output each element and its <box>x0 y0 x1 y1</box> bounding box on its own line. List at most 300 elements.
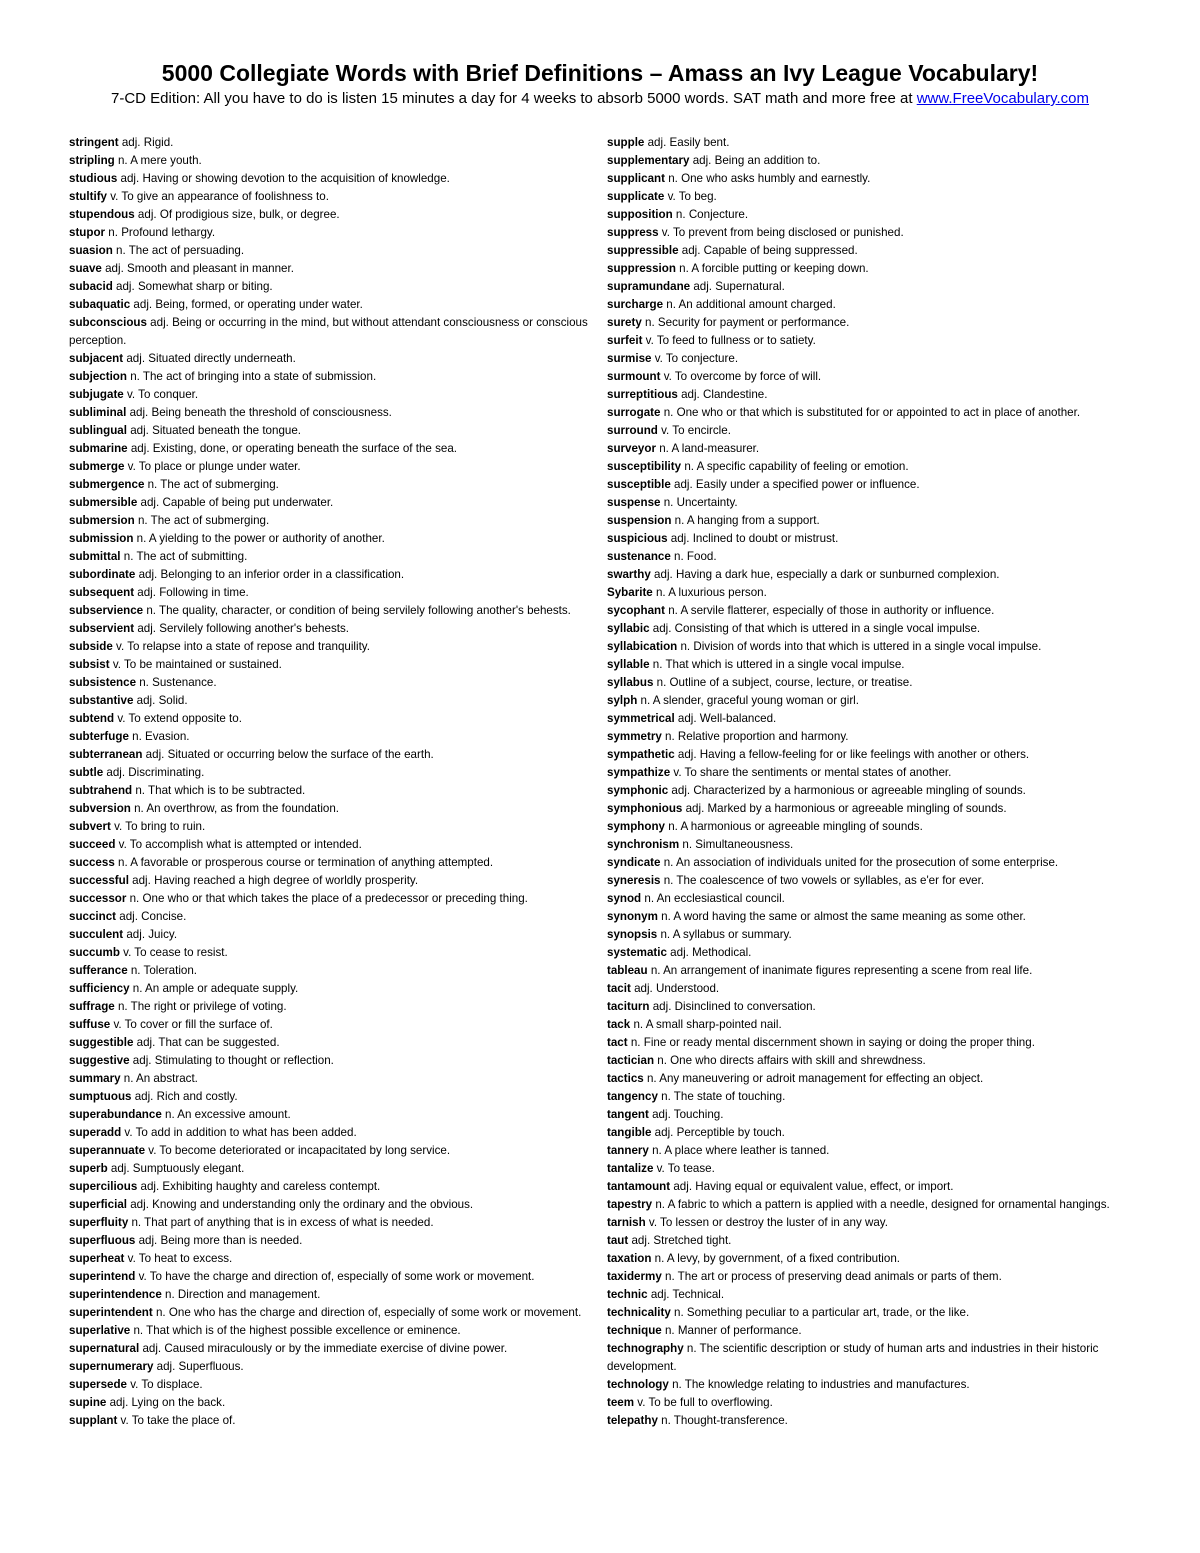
vocab-definition: n. That part of anything that is in excess of what is needed. <box>128 1216 434 1229</box>
vocab-entry <box>607 1232 1127 1250</box>
vocab-entry <box>607 764 1127 782</box>
vocab-entry <box>69 1052 594 1070</box>
vocab-definition: adj. Clandestine. <box>677 388 768 401</box>
vocab-definition: v. To accomplish what is attempted or intended. <box>115 838 362 851</box>
vocab-entry <box>607 422 1127 440</box>
vocab-definition: v. To displace. <box>127 1378 203 1391</box>
vocab-word: subsistence <box>69 676 137 689</box>
vocab-definition: n. One who or that which takes the place of a predecessor or preceding thing. <box>126 892 528 905</box>
vocab-word: superb <box>69 1162 108 1175</box>
vocab-word: surreptitious <box>607 388 678 401</box>
vocab-entry <box>69 278 594 296</box>
vocab-word: tangent <box>607 1108 649 1121</box>
vocab-definition: adj. Well-balanced. <box>674 712 777 725</box>
vocab-definition: adj. Touching. <box>648 1108 724 1121</box>
vocab-definition: v. To take the place of. <box>117 1414 236 1427</box>
vocab-definition: n. Any maneuvering or adroit management for effecting an object. <box>643 1072 984 1085</box>
vocab-definition: adj. Rigid. <box>118 136 174 149</box>
vocab-definition: n. Relative proportion and harmony. <box>661 730 849 743</box>
vocab-word: telepathy <box>607 1414 658 1427</box>
vocab-entry <box>69 710 594 728</box>
vocab-word: subservience <box>69 604 144 617</box>
vocab-entry <box>607 530 1127 548</box>
vocab-entry <box>607 998 1127 1016</box>
vocab-definition: n. Direction and management. <box>161 1288 321 1301</box>
vocab-definition: n. An ecclesiastical council. <box>641 892 785 905</box>
vocab-definition: n. A forcible putting or keeping down. <box>675 262 869 275</box>
vocab-entry <box>607 1196 1127 1214</box>
vocab-entry <box>69 1016 594 1034</box>
vocab-definition: n. A levy, by government, of a fixed contribution. <box>651 1252 900 1265</box>
vocab-entry <box>69 1376 594 1394</box>
vocab-word: suspense <box>607 496 661 509</box>
vocab-word: submission <box>69 532 134 545</box>
vocab-definition: n. Conjecture. <box>672 208 749 221</box>
vocab-entry <box>607 962 1127 980</box>
vocab-definition: adj. Supernatural. <box>690 280 785 293</box>
vocab-definition: v. To place or plunge under water. <box>124 460 301 473</box>
vocab-entry <box>607 1088 1127 1106</box>
vocab-definition: adj. Understood. <box>630 982 720 995</box>
vocab-definition: n. Sustenance. <box>136 676 217 689</box>
vocab-word: teem <box>607 1396 635 1409</box>
vocab-definition: v. To prevent from being disclosed or punished. <box>658 226 904 239</box>
vocab-definition: v. To have the charge and direction of, especially of some work or movement. <box>135 1270 535 1283</box>
vocab-word: suspicious <box>607 532 668 545</box>
vocab-definition: v. To relapse into a state of repose and tranquility. <box>112 640 370 653</box>
vocab-definition: n. Outline of a subject, course, lecture, or treatise. <box>653 676 913 689</box>
vocab-entry <box>69 512 594 530</box>
vocab-entry <box>607 566 1127 584</box>
vocab-definition: adj. Having a dark hue, especially a dark or sunburned complexion. <box>650 568 1000 581</box>
vocab-definition: n. Division of words into that which is uttered in a single vocal impulse. <box>677 640 1042 653</box>
vocab-entry <box>69 296 594 314</box>
vocab-entry <box>69 980 594 998</box>
vocab-entry <box>69 476 594 494</box>
right-column <box>607 134 1127 1430</box>
vocab-word: subterfuge <box>69 730 129 743</box>
vocab-word: syllabic <box>607 622 650 635</box>
vocab-entry <box>69 368 594 386</box>
vocab-entry <box>69 134 594 152</box>
vocab-definition: n. One who asks humbly and earnestly. <box>664 172 871 185</box>
vocab-definition: n. An excessive amount. <box>161 1108 291 1121</box>
vocab-entry <box>607 1286 1127 1304</box>
vocab-entry <box>69 1268 594 1286</box>
vocab-definition: adj. Existing, done, or operating beneath the surface of the sea. <box>127 442 457 455</box>
vocab-entry <box>69 692 594 710</box>
vocab-definition: adj. That can be suggested. <box>133 1036 280 1049</box>
vocab-entry <box>69 1196 594 1214</box>
vocab-definition: adj. Following in time. <box>134 586 249 599</box>
vocab-word: submittal <box>69 550 121 563</box>
vocab-word: syndicate <box>607 856 661 869</box>
vocab-word: subtrahend <box>69 784 133 797</box>
vocab-word: submarine <box>69 442 128 455</box>
vocab-definition: n. A luxurious person. <box>652 586 767 599</box>
vocab-definition: v. To overcome by force of will. <box>660 370 822 383</box>
vocab-word: tangible <box>607 1126 652 1139</box>
vocab-word: tactician <box>607 1054 655 1067</box>
vocab-word: tantalize <box>607 1162 654 1175</box>
vocab-word: suppress <box>607 226 659 239</box>
vocab-word: supernatural <box>69 1342 140 1355</box>
vocab-word: superlative <box>69 1324 131 1337</box>
vocab-definition: adj. Marked by a harmonious or agreeable mingling of sounds. <box>682 802 1007 815</box>
vocab-definition: n. Simultaneousness. <box>679 838 794 851</box>
vocab-definition: n. The scientific description or study of human arts and industries in their historic development. <box>607 1342 1099 1373</box>
vocab-entry <box>607 944 1127 962</box>
vocab-word: tapestry <box>607 1198 653 1211</box>
vocab-word: superintend <box>69 1270 136 1283</box>
vocab-entry <box>607 800 1127 818</box>
vocab-definition: adj. Solid. <box>133 694 188 707</box>
vocab-word: tarnish <box>607 1216 646 1229</box>
vocab-entry <box>607 638 1127 656</box>
vocab-word: sylph <box>607 694 638 707</box>
vocab-word: subvert <box>69 820 111 833</box>
vocab-entry <box>69 1088 594 1106</box>
vocab-definition: adj. Discriminating. <box>103 766 205 779</box>
vocab-word: subaquatic <box>69 298 131 311</box>
vocab-word: sympathize <box>607 766 671 779</box>
vocab-definition: n. Evasion. <box>128 730 190 743</box>
vocab-word: Sybarite <box>607 586 653 599</box>
vocab-entry <box>69 674 594 692</box>
vocab-entry <box>607 1250 1127 1268</box>
vocab-word: superintendence <box>69 1288 162 1301</box>
vocab-word: suggestible <box>69 1036 134 1049</box>
vocab-definition: adj. Easily bent. <box>644 136 730 149</box>
vocab-definition: adj. Servilely following another's behests. <box>134 622 349 635</box>
left-column <box>69 134 594 1430</box>
vocab-definition: adj. Being, formed, or operating under water. <box>130 298 363 311</box>
vocab-word: studious <box>69 172 118 185</box>
vocab-word: syllabus <box>607 676 654 689</box>
vocab-entry <box>69 386 594 404</box>
vocab-entry <box>607 206 1127 224</box>
vocab-definition: n. The act of submitting. <box>120 550 248 563</box>
vocab-definition: v. To become deteriorated or incapacitated by long service. <box>145 1144 451 1157</box>
vocab-word: succeed <box>69 838 116 851</box>
vocab-entry <box>607 620 1127 638</box>
vocab-definition: v. To tease. <box>653 1162 715 1175</box>
vocab-definition: adj. Situated beneath the tongue. <box>126 424 302 437</box>
vocab-entry <box>69 260 594 278</box>
vocab-entry <box>607 1268 1127 1286</box>
vocab-definition: adj. Of prodigious size, bulk, or degree. <box>134 208 340 221</box>
vocab-definition: n. An abstract. <box>120 1072 198 1085</box>
vocab-definition: n. Manner of performance. <box>661 1324 802 1337</box>
vocab-entry <box>607 674 1127 692</box>
vocab-word: supine <box>69 1396 107 1409</box>
vocab-word: tack <box>607 1018 631 1031</box>
vocab-entry <box>607 512 1127 530</box>
vocab-definition: adj. Consisting of that which is uttered in a single vocal impulse. <box>649 622 981 635</box>
vocab-definition: adj. Situated directly underneath. <box>123 352 296 365</box>
vocab-definition: adj. Technical. <box>647 1288 725 1301</box>
vocab-word: suppression <box>607 262 676 275</box>
vocab-word: susceptibility <box>607 460 682 473</box>
vocab-entry <box>69 944 594 962</box>
vocab-entry <box>607 350 1127 368</box>
vocab-definition: n. A mere youth. <box>114 154 202 167</box>
page-title: 5000 Collegiate Words with Brief Definitions – Amass an Ivy League Vocabulary! <box>161 60 1039 86</box>
vocab-word: technography <box>607 1342 684 1355</box>
vocab-entry <box>607 1106 1127 1124</box>
vocab-word: subtend <box>69 712 115 725</box>
vocab-definition: n. That which is uttered in a single vocal impulse. <box>649 658 905 671</box>
vocab-word: subservient <box>69 622 135 635</box>
vocab-definition: v. To cover or fill the surface of. <box>110 1018 273 1031</box>
vocab-definition: adj. Lying on the back. <box>106 1396 226 1409</box>
vocab-entry <box>69 602 594 620</box>
vocab-word: subjugate <box>69 388 124 401</box>
vocab-entry <box>69 908 594 926</box>
vocab-word: success <box>69 856 115 869</box>
vocab-word: taxidermy <box>607 1270 662 1283</box>
vocab-word: technic <box>607 1288 648 1301</box>
vocab-word: summary <box>69 1072 121 1085</box>
vocab-word: superfluity <box>69 1216 129 1229</box>
vocab-word: successor <box>69 892 127 905</box>
vocab-entry <box>69 206 594 224</box>
vocab-word: sumptuous <box>69 1090 132 1103</box>
vocab-entry <box>69 1124 594 1142</box>
vocab-definition: n. A yielding to the power or authority of another. <box>133 532 385 545</box>
vocab-word: subjection <box>69 370 127 383</box>
vocab-word: surrogate <box>607 406 661 419</box>
vocab-word: supposition <box>607 208 673 221</box>
vocab-entry <box>607 242 1127 260</box>
vocab-entry <box>69 188 594 206</box>
vocab-definition: adj. Perceptible by touch. <box>651 1126 785 1139</box>
vocab-word: suasion <box>69 244 113 257</box>
vocab-word: stupendous <box>69 208 135 221</box>
vocab-definition: adj. Situated or occurring below the surface of the earth. <box>142 748 434 761</box>
vocab-word: subliminal <box>69 406 127 419</box>
page-header <box>0 58 1200 110</box>
vocab-word: supersede <box>69 1378 127 1391</box>
vocab-word: tangency <box>607 1090 658 1103</box>
vocab-entry <box>607 728 1127 746</box>
vocab-definition: adj. Capable of being suppressed. <box>678 244 858 257</box>
vocab-definition: n. An additional amount charged. <box>663 298 836 311</box>
vocab-definition: n. Something peculiar to a particular art, trade, or the like. <box>670 1306 970 1319</box>
vocab-entry <box>607 1304 1127 1322</box>
vocab-definition: adj. Being more than is needed. <box>135 1234 303 1247</box>
vocab-word: taut <box>607 1234 629 1247</box>
vocab-entry <box>607 818 1127 836</box>
vocab-entry <box>607 926 1127 944</box>
vocab-word: submergence <box>69 478 145 491</box>
vocab-definition: adj. Disinclined to conversation. <box>649 1000 816 1013</box>
vocab-entry <box>69 728 594 746</box>
vocab-word: syllabication <box>607 640 678 653</box>
vocab-word: supercilious <box>69 1180 138 1193</box>
vocab-entry <box>607 908 1127 926</box>
vocab-word: stultify <box>69 190 108 203</box>
vocab-definition: adj. Rich and costly. <box>131 1090 238 1103</box>
vocab-word: technicality <box>607 1306 671 1319</box>
vocab-definition: n. A specific capability of feeling or emotion. <box>681 460 909 473</box>
vocab-word: synonym <box>607 910 658 923</box>
vocab-definition: n. Fine or ready mental discernment shown in saying or doing the proper thing. <box>627 1036 1035 1049</box>
vocab-word: successful <box>69 874 129 887</box>
vocab-entry <box>69 530 594 548</box>
vocab-entry <box>607 440 1127 458</box>
vocab-definition: v. To conquer. <box>123 388 199 401</box>
vocab-definition: adj. Characterized by a harmonious or agreeable mingling of sounds. <box>668 784 1026 797</box>
vocab-definition: adj. Being an addition to. <box>689 154 821 167</box>
vocab-entry <box>607 746 1127 764</box>
vocab-word: sustenance <box>607 550 671 563</box>
vocab-word: tantamount <box>607 1180 671 1193</box>
vocab-entry <box>69 1322 594 1340</box>
vocab-entry <box>69 458 594 476</box>
vocab-definition: n. A place where leather is tanned. <box>648 1144 830 1157</box>
vocab-entry <box>607 152 1127 170</box>
vocab-entry <box>69 1160 594 1178</box>
vocab-definition: adj. Somewhat sharp or biting. <box>112 280 273 293</box>
vocab-word: superannuate <box>69 1144 146 1157</box>
vocab-definition: n. The knowledge relating to industries and manufactures. <box>668 1378 970 1391</box>
vocab-word: supramundane <box>607 280 691 293</box>
vocab-entry <box>607 476 1127 494</box>
vocab-word: suave <box>69 262 102 275</box>
vocab-definition: n. A favorable or prosperous course or termination of anything attempted. <box>114 856 494 869</box>
vocab-word: symphonious <box>607 802 683 815</box>
vocab-word: substantive <box>69 694 134 707</box>
vocab-entry <box>607 314 1127 332</box>
vocab-entry <box>607 1340 1127 1376</box>
vocab-entry <box>69 242 594 260</box>
vocab-entry <box>607 1322 1127 1340</box>
vocab-entry <box>69 422 594 440</box>
vocab-definition: adj. Smooth and pleasant in manner. <box>101 262 294 275</box>
vocab-entry <box>69 1232 594 1250</box>
vocab-word: syllable <box>607 658 650 671</box>
vocab-definition: adj. Belonging to an inferior order in a classification. <box>135 568 405 581</box>
vocab-definition: n. Food. <box>670 550 717 563</box>
vocab-word: surmount <box>607 370 661 383</box>
vocab-entry <box>69 872 594 890</box>
vocab-definition: n. The act of persuading. <box>112 244 245 257</box>
vocab-word: supplant <box>69 1414 118 1427</box>
vocab-definition: v. To share the sentiments or mental states of another. <box>670 766 952 779</box>
vocab-word: tact <box>607 1036 628 1049</box>
vocab-entry <box>607 1070 1127 1088</box>
vocab-definition: n. The art or process of preserving dead animals or parts of them. <box>661 1270 1002 1283</box>
page-subtitle <box>0 88 1200 110</box>
vocab-definition: v. To heat to excess. <box>124 1252 233 1265</box>
vocab-word: synod <box>607 892 642 905</box>
vocab-entry <box>607 386 1127 404</box>
vocab-definition: n. Toleration. <box>127 964 198 977</box>
vocab-entry <box>69 800 594 818</box>
vocab-word: suggestive <box>69 1054 130 1067</box>
vocab-entry <box>69 1070 594 1088</box>
vocab-word: supernumerary <box>69 1360 154 1373</box>
vocab-definition: adj. Knowing and understanding only the ordinary and the obvious. <box>127 1198 474 1211</box>
vocab-entry <box>607 980 1127 998</box>
vocab-definition: n. A fabric to which a pattern is applied with a needle, designed for ornamental hangings. <box>652 1198 1110 1211</box>
vocab-word: sycophant <box>607 604 665 617</box>
vocab-word: surfeit <box>607 334 643 347</box>
vocab-definition: n. An ample or adequate supply. <box>129 982 299 995</box>
vocab-entry <box>69 1286 594 1304</box>
vocab-word: sublingual <box>69 424 127 437</box>
vocab-word: technique <box>607 1324 662 1337</box>
vocab-definition: n. The act of submerging. <box>144 478 279 491</box>
vocab-entry <box>69 224 594 242</box>
vocab-definition: adj. Caused miraculously or by the immediate exercise of divine power. <box>139 1342 508 1355</box>
vocab-word: supplicant <box>607 172 665 185</box>
vocab-definition: adj. Stretched tight. <box>628 1234 732 1247</box>
vocab-definition: v. To encircle. <box>657 424 731 437</box>
vocab-word: symmetrical <box>607 712 675 725</box>
vocab-word: subside <box>69 640 113 653</box>
vocab-word: taciturn <box>607 1000 650 1013</box>
vocab-word: tableau <box>607 964 648 977</box>
vocab-entry <box>69 1250 594 1268</box>
vocab-entry <box>607 656 1127 674</box>
vocab-entry <box>69 656 594 674</box>
vocab-word: submersible <box>69 496 138 509</box>
vocab-entry <box>69 1106 594 1124</box>
vocab-definition: n. A hanging from a support. <box>671 514 820 527</box>
vocab-entry <box>69 620 594 638</box>
vocab-definition: n. The state of touching. <box>657 1090 786 1103</box>
vocab-entry <box>607 134 1127 152</box>
vocab-definition: adj. Capable of being put underwater. <box>137 496 334 509</box>
vocab-word: succumb <box>69 946 120 959</box>
vocab-definition: n. A harmonious or agreeable mingling of sounds. <box>664 820 923 833</box>
vocab-word: sufficiency <box>69 982 130 995</box>
vocab-definition: n. That which is to be subtracted. <box>132 784 306 797</box>
vocab-word: stupor <box>69 226 106 239</box>
vocab-entry <box>607 1160 1127 1178</box>
vocab-entry <box>69 782 594 800</box>
vocab-entry <box>607 1178 1127 1196</box>
vocab-word: technology <box>607 1378 669 1391</box>
vocab-definition: n. One who directs affairs with skill and shrewdness. <box>654 1054 926 1067</box>
vocab-entry <box>69 314 594 350</box>
vocab-entry <box>607 1394 1127 1412</box>
vocab-definition: n. An arrangement of inanimate figures representing a scene from real life. <box>647 964 1033 977</box>
vocab-word: tactics <box>607 1072 644 1085</box>
vocab-word: systematic <box>607 946 667 959</box>
vocab-definition: adj. Methodical. <box>666 946 752 959</box>
vocab-word: superabundance <box>69 1108 162 1121</box>
vocab-entry <box>607 404 1127 422</box>
vocab-word: taxation <box>607 1252 652 1265</box>
vocab-definition: v. To give an appearance of foolishness to. <box>107 190 329 203</box>
vocab-word: tacit <box>607 982 631 995</box>
vocab-entry <box>607 224 1127 242</box>
vocab-definition: n. One who or that which is substituted for or appointed to act in place of another. <box>660 406 1081 419</box>
vocab-word: stringent <box>69 136 119 149</box>
vocab-word: supplementary <box>607 154 690 167</box>
vocab-definition: n. One who has the charge and direction of, especially of some work or movement. <box>152 1306 582 1319</box>
vocab-word: sympathetic <box>607 748 675 761</box>
vocab-word: swarthy <box>607 568 651 581</box>
free-vocabulary-link[interactable]: www.FreeVocabulary.com <box>916 90 1089 107</box>
vocab-definition: v. To conjecture. <box>651 352 739 365</box>
vocab-word: superintendent <box>69 1306 153 1319</box>
vocab-entry <box>69 350 594 368</box>
vocab-definition: adj. Superfluous. <box>153 1360 244 1373</box>
